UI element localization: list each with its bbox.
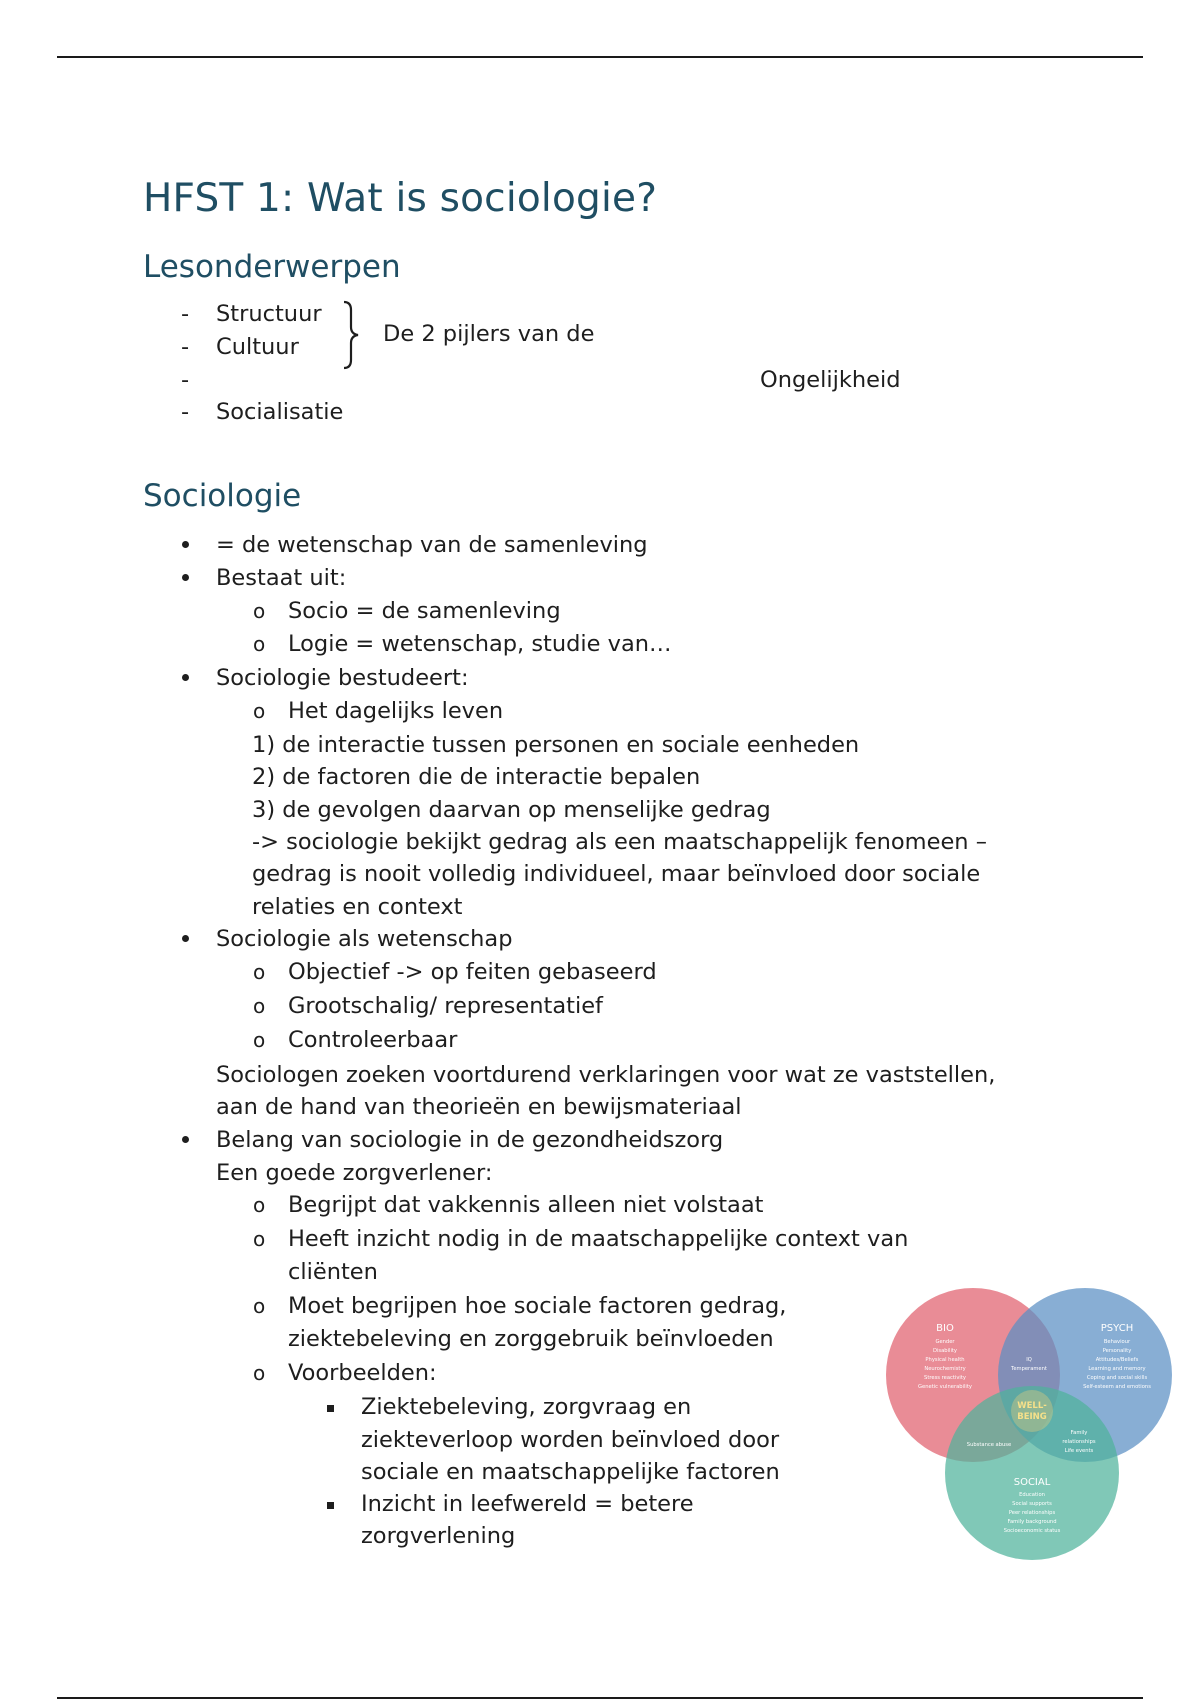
bullet-marker bbox=[182, 574, 189, 581]
definition-text: = de wetenschap van de samenleving bbox=[216, 532, 648, 558]
header-rule bbox=[57, 56, 1143, 58]
controleerbaar-text: Controleerbaar bbox=[288, 1027, 458, 1053]
example-line: ziekteverloop worden beïnvloed door bbox=[361, 1427, 780, 1453]
study-line: 2) de factoren die de interactie bepalen bbox=[252, 764, 701, 790]
social-item: Family background bbox=[1007, 1519, 1057, 1525]
logie-text: Logie = wetenschap, studie van… bbox=[288, 631, 672, 657]
bullet-marker bbox=[182, 674, 189, 681]
psych-item: Self-esteem and emotions bbox=[1083, 1384, 1151, 1390]
brace-label: De 2 pijlers van de bbox=[383, 321, 595, 347]
footer-rule bbox=[57, 1697, 1143, 1699]
overlap-psych-social: Family bbox=[1070, 1430, 1088, 1436]
dagelijks-leven-text: Het dagelijks leven bbox=[288, 698, 504, 724]
circle-marker: o bbox=[253, 1227, 266, 1251]
curly-brace-icon bbox=[340, 300, 364, 370]
sociologen-line: Sociologen zoeken voortdurend verklaringen voor wat ze vaststellen, bbox=[216, 1062, 996, 1088]
topics-heading: Lesonderwerpen bbox=[143, 249, 401, 285]
biopsychosocial-venn-diagram bbox=[885, 1283, 1175, 1565]
objectief-text: Objectief -> op feiten gebaseerd bbox=[288, 959, 657, 985]
circle-marker: o bbox=[253, 1294, 266, 1318]
psych-label: PSYCH bbox=[1100, 1323, 1134, 1334]
ongelijkheid-label: Ongelijkheid bbox=[760, 367, 901, 393]
psych-item: Attitudes/Beliefs bbox=[1095, 1357, 1139, 1363]
bestaat-uit-text: Bestaat uit: bbox=[216, 565, 347, 591]
study-line: -> sociologie bekijkt gedrag als een maatschappelijk fenomeen – bbox=[252, 829, 987, 855]
list-dash: - bbox=[181, 399, 190, 425]
list-dash: - bbox=[181, 334, 190, 360]
grootschalig-text: Grootschalig/ representatief bbox=[288, 993, 603, 1019]
bio-label: BIO bbox=[936, 1323, 954, 1334]
topic-cultuur: Cultuur bbox=[216, 334, 299, 360]
circle-marker: o bbox=[253, 994, 266, 1018]
psych-item: Coping and social skills bbox=[1086, 1375, 1148, 1381]
square-bullet bbox=[327, 1405, 334, 1412]
wetenschap-text: Sociologie als wetenschap bbox=[216, 926, 513, 952]
list-dash: - bbox=[181, 367, 190, 393]
circle-marker: o bbox=[253, 599, 266, 623]
circle-marker: o bbox=[253, 1028, 266, 1052]
begrijpen-line: Moet begrijpen hoe sociale factoren gedrag, bbox=[288, 1293, 787, 1319]
social-item: Social supports bbox=[1012, 1501, 1052, 1507]
bio-item: Neurochemistry bbox=[924, 1366, 966, 1372]
inzicht-line: cliënten bbox=[288, 1259, 378, 1285]
sociologie-heading: Sociologie bbox=[143, 478, 302, 514]
voorbeelden-text: Voorbeelden: bbox=[288, 1360, 437, 1386]
circle-marker: o bbox=[253, 699, 266, 723]
psych-item: Learning and memory bbox=[1088, 1366, 1146, 1372]
wellbeing-label: BEING bbox=[1017, 1412, 1047, 1422]
example-line: Inzicht in leefwereld = betere bbox=[361, 1491, 694, 1517]
bullet-marker bbox=[182, 541, 189, 548]
socio-text: Socio = de samenleving bbox=[288, 598, 561, 624]
psych-item: Behaviour bbox=[1103, 1339, 1131, 1345]
chapter-title: HFST 1: Wat is sociologie? bbox=[143, 176, 658, 221]
social-item: Peer relationships bbox=[1008, 1510, 1056, 1516]
bestudeert-text: Sociologie bestudeert: bbox=[216, 665, 469, 691]
sociologen-line: aan de hand van theorieën en bewijsmateriaal bbox=[216, 1094, 742, 1120]
bio-item: Physical health bbox=[925, 1357, 965, 1363]
example-line: zorgverlening bbox=[361, 1523, 516, 1549]
wellbeing-center bbox=[1011, 1390, 1053, 1432]
overlap-psych-social: Life events bbox=[1064, 1448, 1094, 1454]
social-item: Education bbox=[1019, 1492, 1045, 1498]
wellbeing-label: WELL- bbox=[1017, 1401, 1047, 1411]
begrijpen-line: ziektebeleving en zorggebruik beïnvloeden bbox=[288, 1326, 774, 1352]
inzicht-line: Heeft inzicht nodig in de maatschappelijke context van bbox=[288, 1226, 909, 1252]
bio-item: Gender bbox=[935, 1339, 955, 1345]
circle-marker: o bbox=[253, 960, 266, 984]
psych-item: Personality bbox=[1102, 1348, 1132, 1354]
gezondheidszorg-text: Belang van sociologie in de gezondheidszorg bbox=[216, 1127, 724, 1153]
square-bullet bbox=[327, 1502, 334, 1509]
bio-item: Genetic vulnerability bbox=[918, 1384, 972, 1390]
circle-marker: o bbox=[253, 632, 266, 656]
study-line: 1) de interactie tussen personen en sociale eenheden bbox=[252, 732, 860, 758]
bio-item: Stress reactivity bbox=[924, 1375, 966, 1381]
bullet-marker bbox=[182, 1136, 189, 1143]
study-line: relaties en context bbox=[252, 894, 463, 920]
overlap-bio-psych: IQ bbox=[1026, 1357, 1032, 1363]
example-line: sociale en maatschappelijke factoren bbox=[361, 1459, 780, 1485]
zorgverlener-intro: Een goede zorgverlener: bbox=[216, 1160, 493, 1186]
example-line: Ziektebeleving, zorgvraag en bbox=[361, 1394, 692, 1420]
circle-marker: o bbox=[253, 1193, 266, 1217]
circle-marker: o bbox=[253, 1361, 266, 1385]
overlap-psych-social: relationships bbox=[1062, 1439, 1096, 1445]
topic-structuur: Structuur bbox=[216, 301, 322, 327]
overlap-bio-social: Substance abuse bbox=[966, 1442, 1012, 1448]
social-label: SOCIAL bbox=[1013, 1477, 1051, 1488]
study-line: 3) de gevolgen daarvan op menselijke gedrag bbox=[252, 797, 771, 823]
overlap-bio-psych: Temperament bbox=[1011, 1366, 1047, 1372]
vakkennis-text: Begrijpt dat vakkennis alleen niet volstaat bbox=[288, 1192, 764, 1218]
list-dash: - bbox=[181, 301, 190, 327]
study-line: gedrag is nooit volledig individueel, maar beïnvloed door sociale bbox=[252, 861, 981, 887]
bio-item: Disability bbox=[932, 1348, 958, 1354]
social-item: Socioeconomic status bbox=[1003, 1528, 1061, 1534]
topic-socialisatie: Socialisatie bbox=[216, 399, 344, 425]
bullet-marker bbox=[182, 935, 189, 942]
